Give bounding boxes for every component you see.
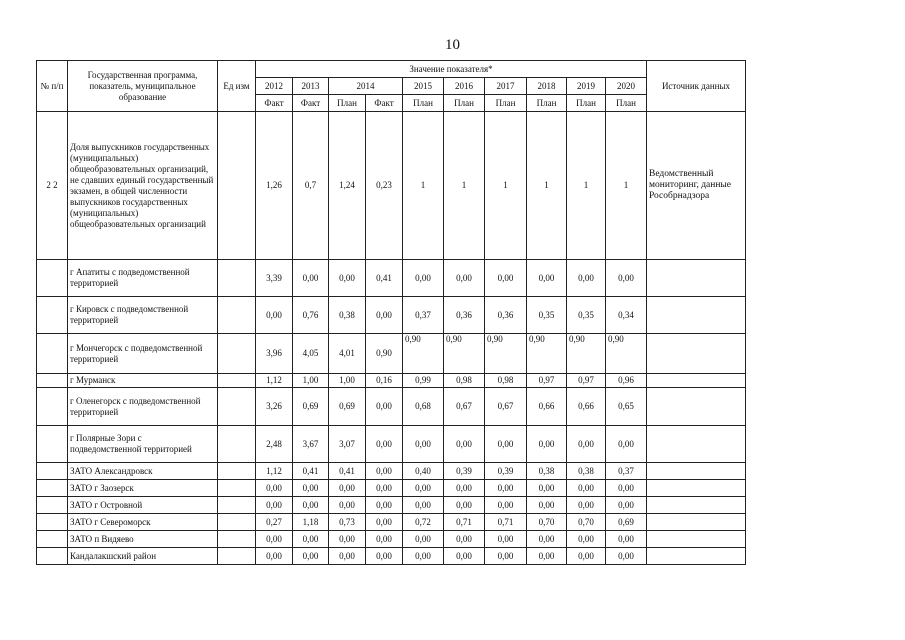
row-value: 1 <box>485 112 527 260</box>
header-type: Факт <box>293 95 329 112</box>
row-value: 4,01 <box>329 334 366 374</box>
row-value: 0,39 <box>444 463 485 480</box>
table-row <box>37 388 746 426</box>
row-value: 1,00 <box>293 374 329 388</box>
row-value: 0,34 <box>606 297 647 334</box>
row-value: 0,00 <box>485 480 527 497</box>
row-value: 0,97 <box>567 374 606 388</box>
row-num <box>37 531 68 548</box>
header-year: 2013 <box>293 78 329 95</box>
row-value: 0,00 <box>403 260 444 297</box>
header-type: План <box>444 95 485 112</box>
row-value: 0,39 <box>485 463 527 480</box>
row-name: Доля выпускников государственных (муниципальных) общеобразовательных организаций, не сдавших единый государственный экзамен, в общей численности выпускников государственных (муниципальных) общеобразовательных организаций <box>68 112 218 260</box>
header-type: План <box>403 95 444 112</box>
row-value: 0,00 <box>403 426 444 463</box>
header-year: 2020 <box>606 78 647 95</box>
row-value: 1,24 <box>329 112 366 260</box>
row-value: 0,00 <box>444 497 485 514</box>
row-value: 0,90 <box>527 334 567 374</box>
row-value: 0,00 <box>606 260 647 297</box>
row-value: 0,23 <box>366 112 403 260</box>
row-value: 1 <box>403 112 444 260</box>
row-value: 0,00 <box>606 548 647 565</box>
row-value: 1,12 <box>256 374 293 388</box>
row-source <box>647 497 746 514</box>
row-value: 0,71 <box>485 514 527 531</box>
row-value: 0,00 <box>366 480 403 497</box>
row-value: 0,00 <box>527 426 567 463</box>
row-value: 0,65 <box>606 388 647 426</box>
row-value: 0,00 <box>366 463 403 480</box>
row-num <box>37 480 68 497</box>
row-value: 0,66 <box>527 388 567 426</box>
row-name: ЗАТО Александровск <box>68 463 218 480</box>
row-value: 0,00 <box>366 426 403 463</box>
header-type: План <box>485 95 527 112</box>
row-value: 1,18 <box>293 514 329 531</box>
row-source <box>647 297 746 334</box>
row-source <box>647 426 746 463</box>
row-num <box>37 374 68 388</box>
row-value: 0,00 <box>485 548 527 565</box>
row-name: ЗАТО г Заозерск <box>68 480 218 497</box>
row-unit <box>218 374 256 388</box>
row-value: 0,00 <box>403 531 444 548</box>
table-row <box>37 426 746 463</box>
row-value: 3,26 <box>256 388 293 426</box>
row-value: 0,68 <box>403 388 444 426</box>
row-value: 0,00 <box>444 531 485 548</box>
row-value: 1 <box>527 112 567 260</box>
row-value: 0,90 <box>403 334 444 374</box>
row-value: 0,36 <box>485 297 527 334</box>
row-value: 0,00 <box>366 297 403 334</box>
row-value: 0,00 <box>527 548 567 565</box>
row-num <box>37 297 68 334</box>
row-value: 0,00 <box>293 260 329 297</box>
table-row <box>37 260 746 297</box>
row-value: 0,41 <box>329 463 366 480</box>
row-value: 1,26 <box>256 112 293 260</box>
row-value: 0,16 <box>366 374 403 388</box>
row-name: г Мурманск <box>68 374 218 388</box>
row-value: 0,90 <box>567 334 606 374</box>
row-value: 0,00 <box>366 548 403 565</box>
row-value: 0,70 <box>567 514 606 531</box>
row-value: 3,67 <box>293 426 329 463</box>
header-indicator: Значение показателя* <box>256 61 647 78</box>
row-value: 0,00 <box>606 497 647 514</box>
row-value: 0,00 <box>329 497 366 514</box>
row-source <box>647 388 746 426</box>
row-value: 0,00 <box>329 260 366 297</box>
row-value: 0,7 <box>293 112 329 260</box>
row-value: 0,00 <box>403 497 444 514</box>
row-value: 0,96 <box>606 374 647 388</box>
row-value: 0,00 <box>527 497 567 514</box>
row-name: г Мончегорск с подведомственной территорией <box>68 334 218 374</box>
table-row <box>37 297 746 334</box>
row-unit <box>218 297 256 334</box>
row-source <box>647 334 746 374</box>
row-value: 0,90 <box>444 334 485 374</box>
header-source: Источник данных <box>647 61 746 112</box>
row-value: 0,00 <box>567 480 606 497</box>
row-value: 0,00 <box>403 548 444 565</box>
row-value: 0,41 <box>366 260 403 297</box>
row-unit <box>218 480 256 497</box>
row-value: 0,00 <box>329 531 366 548</box>
row-source <box>647 514 746 531</box>
row-value: 0,00 <box>567 260 606 297</box>
row-num <box>37 334 68 374</box>
row-value: 0,69 <box>606 514 647 531</box>
header-year: 2018 <box>527 78 567 95</box>
row-value: 0,00 <box>256 297 293 334</box>
row-name: ЗАТО г Островной <box>68 497 218 514</box>
row-value: 0,00 <box>485 260 527 297</box>
row-value: 0,69 <box>293 388 329 426</box>
header-program: Государственная программа, показатель, муниципальное образование <box>68 61 218 112</box>
header-year: 2017 <box>485 78 527 95</box>
row-name: ЗАТО г Североморск <box>68 514 218 531</box>
row-num <box>37 514 68 531</box>
row-value: 0,00 <box>366 388 403 426</box>
table-row <box>37 480 746 497</box>
row-value: 0,67 <box>444 388 485 426</box>
row-value: 0,00 <box>256 548 293 565</box>
row-value: 3,07 <box>329 426 366 463</box>
row-num: 2 2 <box>37 112 68 260</box>
row-value: 0,37 <box>403 297 444 334</box>
row-value: 0,00 <box>606 480 647 497</box>
row-unit <box>218 112 256 260</box>
row-value: 0,00 <box>366 497 403 514</box>
row-unit <box>218 463 256 480</box>
header-unit: Ед изм <box>218 61 256 112</box>
row-value: 2,48 <box>256 426 293 463</box>
row-value: 0,40 <box>403 463 444 480</box>
row-value: 0,00 <box>256 531 293 548</box>
row-name: ЗАТО п Видяево <box>68 531 218 548</box>
row-value: 0,00 <box>293 480 329 497</box>
row-source <box>647 480 746 497</box>
row-value: 0,36 <box>444 297 485 334</box>
indicator-table <box>36 60 746 565</box>
row-value: 0,00 <box>293 497 329 514</box>
table-row <box>37 463 746 480</box>
row-source: Ведомственный мониторинг, данные Рособрнадзора <box>647 112 746 260</box>
row-source <box>647 374 746 388</box>
row-source <box>647 463 746 480</box>
row-unit <box>218 531 256 548</box>
row-unit <box>218 497 256 514</box>
row-num <box>37 463 68 480</box>
row-value: 1 <box>444 112 485 260</box>
row-value: 3,96 <box>256 334 293 374</box>
row-value: 0,00 <box>485 497 527 514</box>
row-value: 0,69 <box>329 388 366 426</box>
header-year: 2016 <box>444 78 485 95</box>
row-value: 0,73 <box>329 514 366 531</box>
row-value: 0,97 <box>527 374 567 388</box>
row-num <box>37 260 68 297</box>
row-value: 0,00 <box>485 426 527 463</box>
row-name: Кандалакшский район <box>68 548 218 565</box>
row-name: г Кировск с подведомственной территорией <box>68 297 218 334</box>
row-name: г Полярные Зори с подведомственной территорией <box>68 426 218 463</box>
row-value: 0,00 <box>256 497 293 514</box>
row-value: 0,00 <box>256 480 293 497</box>
row-source <box>647 531 746 548</box>
row-value: 0,00 <box>444 260 485 297</box>
row-unit <box>218 388 256 426</box>
table-row <box>37 548 746 565</box>
row-value: 0,72 <box>403 514 444 531</box>
table-row <box>37 531 746 548</box>
row-value: 1,12 <box>256 463 293 480</box>
row-value: 0,41 <box>293 463 329 480</box>
header-year: 2014 <box>329 78 403 95</box>
row-value: 0,66 <box>567 388 606 426</box>
row-value: 0,67 <box>485 388 527 426</box>
row-num <box>37 426 68 463</box>
table-row <box>37 334 746 374</box>
header-type: План <box>329 95 366 112</box>
row-value: 0,38 <box>329 297 366 334</box>
header-type: План <box>606 95 647 112</box>
row-value: 0,00 <box>485 531 527 548</box>
row-value: 0,76 <box>293 297 329 334</box>
header-year: 2012 <box>256 78 293 95</box>
row-value: 0,90 <box>485 334 527 374</box>
row-value: 0,38 <box>527 463 567 480</box>
row-value: 0,99 <box>403 374 444 388</box>
row-unit <box>218 260 256 297</box>
row-value: 0,00 <box>527 531 567 548</box>
row-value: 1 <box>567 112 606 260</box>
row-value: 0,00 <box>366 531 403 548</box>
row-value: 0,00 <box>444 480 485 497</box>
row-value: 0,90 <box>606 334 647 374</box>
row-num <box>37 497 68 514</box>
header-num: № п/п <box>37 61 68 112</box>
table-row <box>37 514 746 531</box>
header-type: Факт <box>256 95 293 112</box>
row-value: 0,00 <box>567 426 606 463</box>
row-value: 0,00 <box>293 548 329 565</box>
row-value: 0,70 <box>527 514 567 531</box>
row-value: 0,00 <box>444 548 485 565</box>
row-value: 3,39 <box>256 260 293 297</box>
row-value: 1 <box>606 112 647 260</box>
row-value: 0,37 <box>606 463 647 480</box>
row-value: 0,00 <box>403 480 444 497</box>
row-name: г Апатиты с подведомственной территорией <box>68 260 218 297</box>
row-value: 0,00 <box>567 531 606 548</box>
row-value: 0,00 <box>293 531 329 548</box>
row-value: 0,35 <box>527 297 567 334</box>
header-type: Факт <box>366 95 403 112</box>
header-type: План <box>527 95 567 112</box>
row-value: 0,00 <box>366 514 403 531</box>
row-value: 0,00 <box>606 531 647 548</box>
row-value: 0,98 <box>444 374 485 388</box>
row-source <box>647 260 746 297</box>
row-name: г Оленегорск с подведомственной территорией <box>68 388 218 426</box>
page-number: 10 <box>445 37 460 53</box>
row-num <box>37 548 68 565</box>
header-year: 2015 <box>403 78 444 95</box>
row-unit <box>218 426 256 463</box>
row-value: 0,00 <box>567 497 606 514</box>
row-value: 0,00 <box>329 480 366 497</box>
table-row <box>37 497 746 514</box>
row-source <box>647 548 746 565</box>
row-value: 0,00 <box>527 480 567 497</box>
header-type: План <box>567 95 606 112</box>
row-unit <box>218 548 256 565</box>
header-year: 2019 <box>567 78 606 95</box>
row-unit <box>218 334 256 374</box>
row-value: 0,00 <box>329 548 366 565</box>
row-value: 0,90 <box>366 334 403 374</box>
table-row <box>37 112 746 260</box>
row-value: 0,00 <box>527 260 567 297</box>
row-value: 0,71 <box>444 514 485 531</box>
table-row <box>37 374 746 388</box>
row-unit <box>218 514 256 531</box>
row-value: 0,98 <box>485 374 527 388</box>
row-num <box>37 388 68 426</box>
row-value: 1,00 <box>329 374 366 388</box>
row-value: 0,27 <box>256 514 293 531</box>
row-value: 0,38 <box>567 463 606 480</box>
row-value: 0,35 <box>567 297 606 334</box>
row-value: 4,05 <box>293 334 329 374</box>
row-value: 0,00 <box>567 548 606 565</box>
row-value: 0,00 <box>606 426 647 463</box>
row-value: 0,00 <box>444 426 485 463</box>
